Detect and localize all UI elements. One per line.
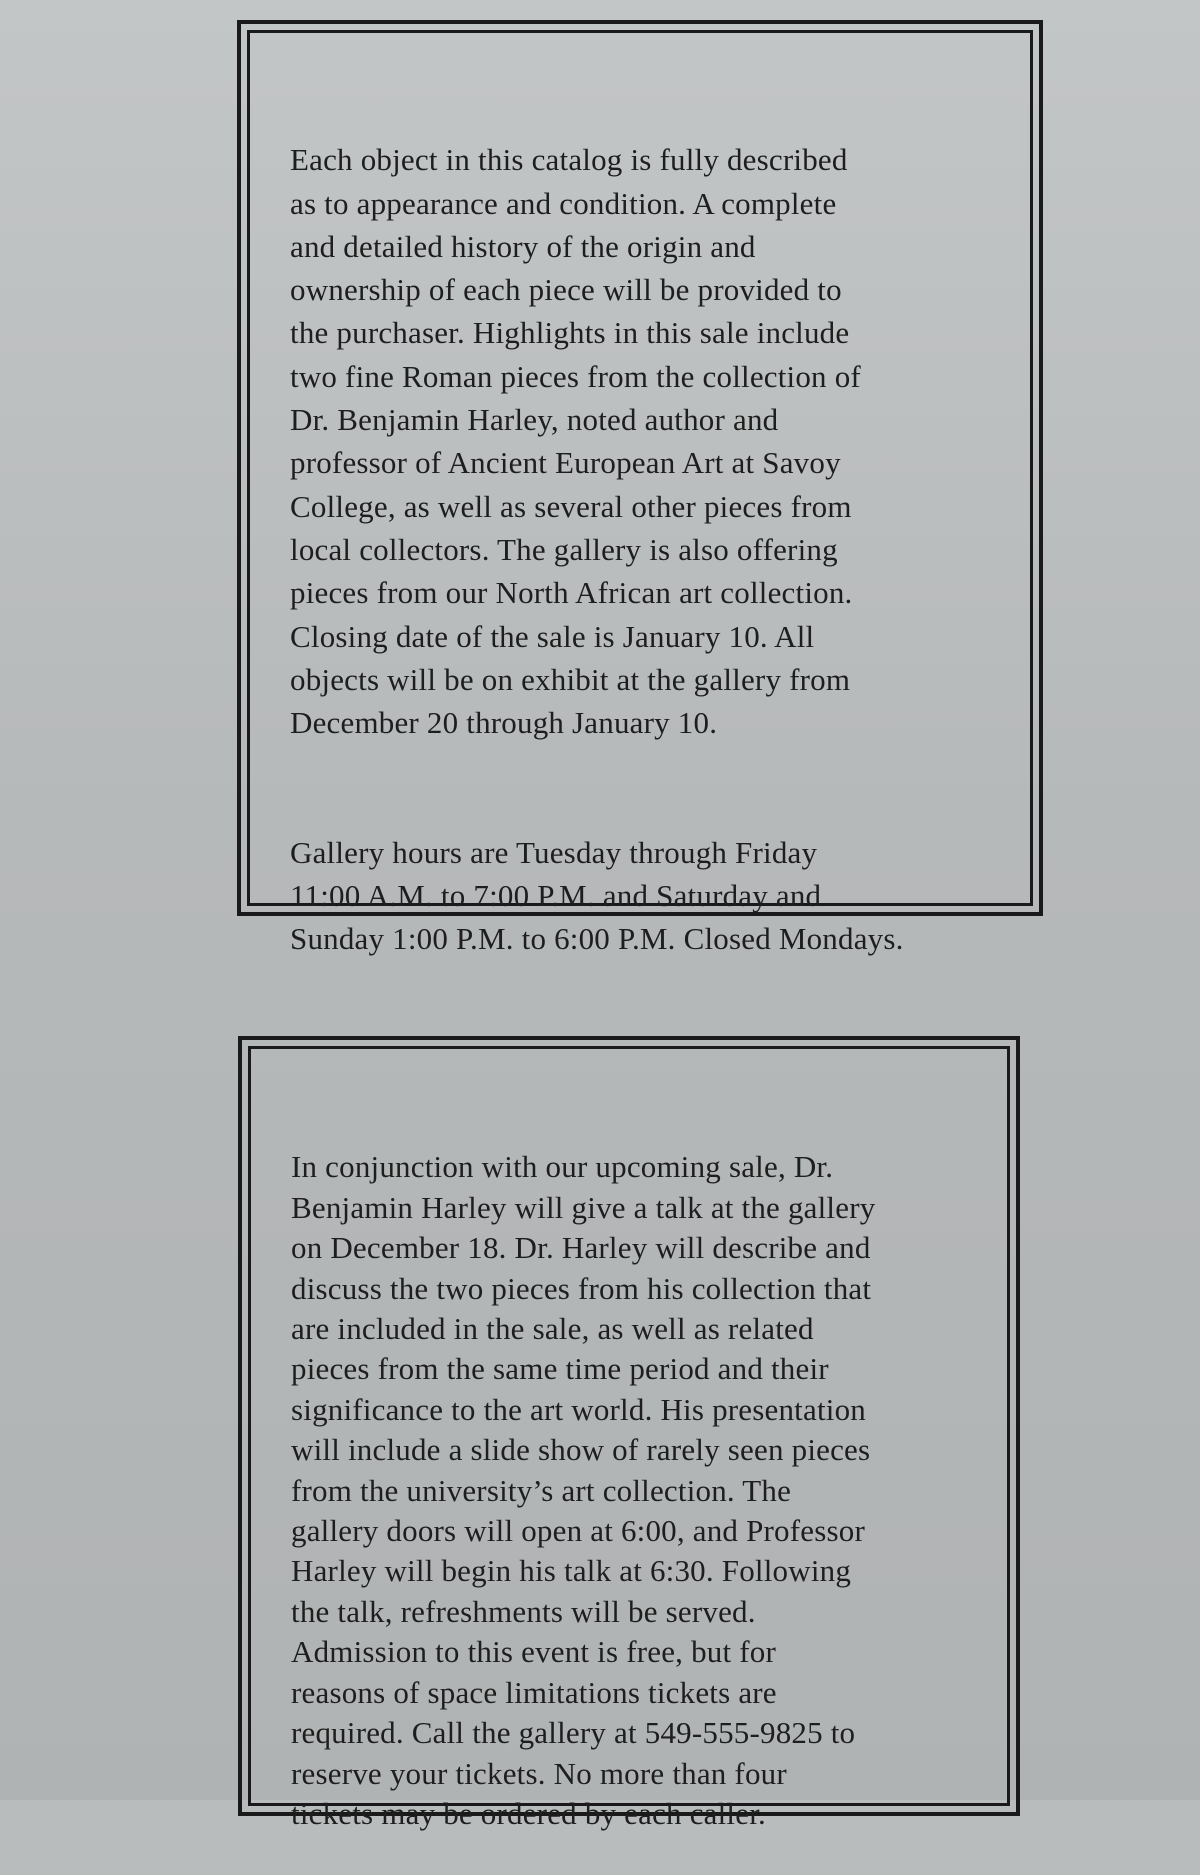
lecture-notice-text [291,1107,1011,1875]
catalog-description-paragraph: Each object in this catalog is fully described as to appearance and condition. A complete and detailed history of the origin and ownership of each piece will be provided to the purchaser. Highlights in this sale include two fine Roman pieces from the collection of Dr. Benjamin Harley, noted author and professor of Ancient European Art at Savoy College, as well as several other pieces from local collectors. The gallery is also offering pieces from our North African art collection. Closing date of the sale is January 10. All objects will be on exhibit at the gallery from December 20 through January 10. [290,142,861,741]
lecture-notice-box [238,1036,1020,1831]
lecture-notice-inner-border [248,1046,1010,1831]
catalog-notice-text [290,95,1020,1004]
catalog-notice-box [237,20,1043,957]
catalog-notice-inner-border [247,30,1033,957]
lecture-notice-paragraph: In conjunction with our upcoming sale, Dr. Benjamin Harley will give a talk at the gallery on December 18. Dr. Harley will describe and discuss the two pieces from his collection that are included in the sale, as well as related pieces from the same time period and their significance to the art world. His presentation will include a slide show of rarely seen pieces from the university’s art collection. The gallery doors will open at 6:00, and Professor Harley will begin his talk at 6:30. Following the talk, refreshments will be served. Admission to this event is free, but for reasons of space limitations tickets are required. Call the gallery at 549-555-9825 to reserve your tickets. No more than four tickets may be ordered by each caller. [291,1149,876,1831]
gallery-hours-paragraph: Gallery hours are Tuesday through Friday 11:00 A.M. to 7:00 P.M. and Saturday and Sunday 1:00 P.M. to 6:00 P.M. Closed Mondays. [290,834,904,957]
